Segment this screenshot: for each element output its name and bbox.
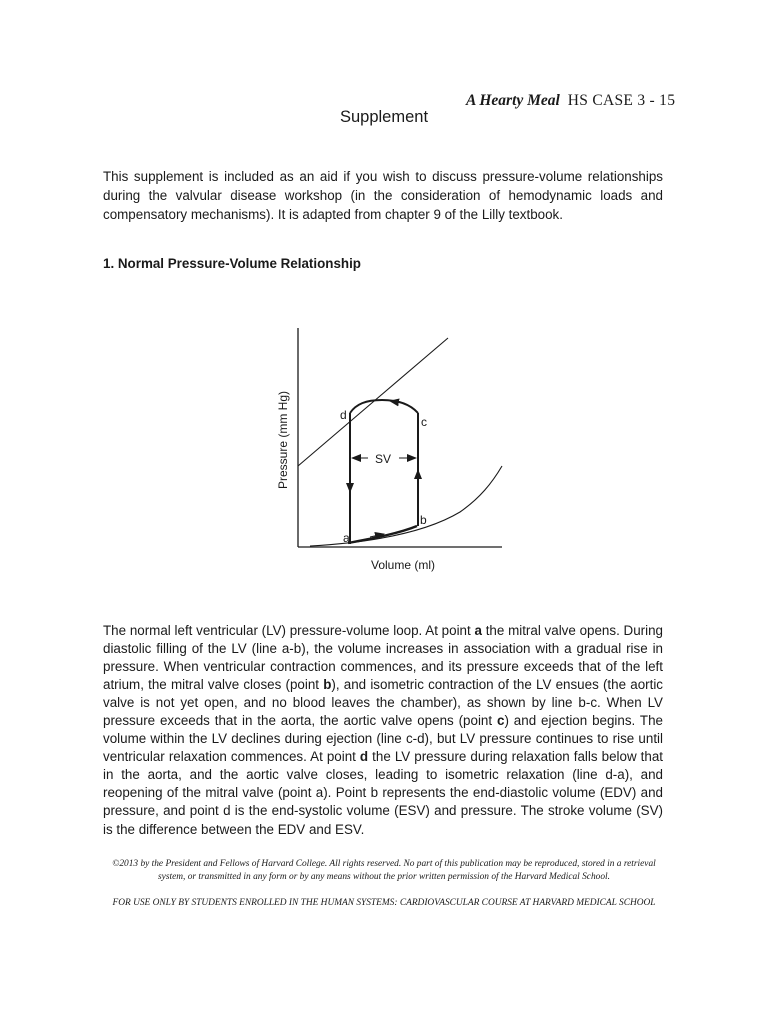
sv-label: SV — [374, 452, 392, 466]
case-name: A Hearty Meal — [466, 92, 560, 109]
page-title: Supplement — [339, 108, 429, 126]
point-label-a: a — [343, 531, 350, 545]
edpvr-curve — [310, 466, 502, 546]
ejection-segment-c-d — [350, 400, 418, 413]
figure-description: The normal left ventricular (LV) pressure-volume loop. At point a the mitral valve opens. During diastolic filling of the LV (line a-b), the volume increases in association with a gradual rise in pressure. When ventricular contraction commences, and its pressure exceeds that of the left atrium, the mitral valve closes (point b), and isometric contraction of the LV ensues (the aortic valve is not yet open, and no blood leaves the chamber), as shown by line b-c. When LV pressure exceeds that in the aorta, the aortic valve opens (point c) and ejection begins. The volume within the LV declines during ejection (line c-d), but LV pressure continues to rise until ventricular relaxation commences. At point d the LV pressure during relaxation falls below that in the aorta, and the aortic valve closes, leading to isometric relaxation (line d-a), and reopening of the mitral valve (point a). Point b represents the end-diastolic volume (EDV) and pressure, and point d is the end-systolic volume (ESV) and pressure. The stroke volume (SV) is the difference between the EDV and ESV. — [103, 623, 663, 837]
section-heading: 1. Normal Pressure-Volume Relationship — [103, 256, 361, 271]
footer-notice: FOR USE ONLY BY STUDENTS ENROLLED IN THE HUMAN SYSTEMS: CARDIOVASCULAR COURSE AT HARVARD MEDICAL SCHOOL — [112, 898, 656, 908]
case-number: HS CASE 3 - 15 — [567, 92, 676, 109]
intro-paragraph: This supplement is included as an aid if you wish to discuss pressure-volume relationships during the valvular disease workshop (in the consideration of hemodynamic loads and compensatory mechanisms). It is adapted from chapter 9 of the Lilly textbook. — [103, 169, 663, 222]
point-b-bold: b — [323, 677, 332, 693]
pressure-volume-figure — [270, 318, 520, 576]
point-a-bold: a — [474, 623, 482, 638]
x-axis-label: Volume (ml) — [370, 558, 436, 572]
copyright-notice: ©2013 by the President and Fellows of Harvard College. All rights reserved. No part of this publication may be reproduced, stored in a retrieval system, or transmitted in any form or by any means without the prior written permission of the Harvard Medical School. — [112, 859, 656, 882]
espvr-line — [298, 338, 448, 466]
point-label-b: b — [420, 513, 427, 527]
point-d-bold: d — [359, 749, 369, 765]
y-axis-label: Pressure (mm Hg) — [276, 390, 290, 490]
point-c-bold: c — [497, 713, 505, 729]
point-label-c: c — [421, 415, 427, 429]
point-label-d: d — [340, 408, 347, 422]
